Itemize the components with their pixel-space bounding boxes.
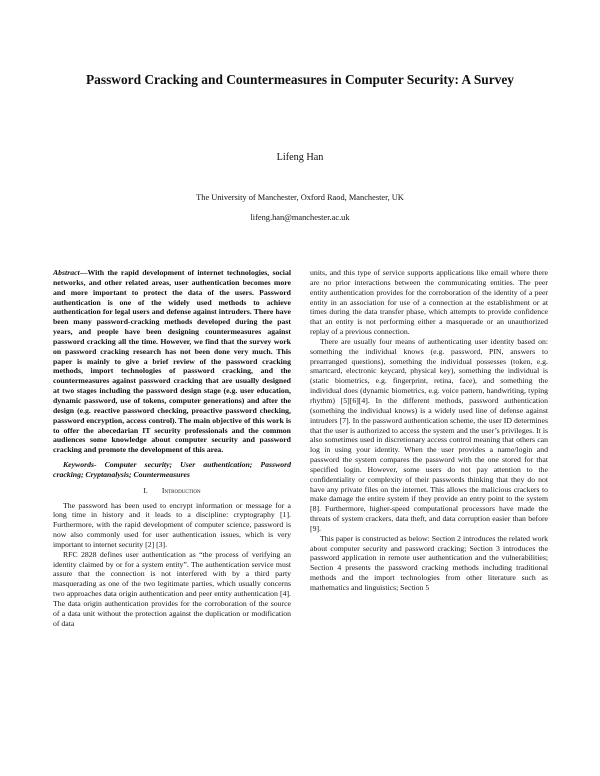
- author-affiliation: The University of Manchester, Oxford Raod, Manchester, UK: [196, 193, 404, 202]
- paragraph: There are usually four means of authenticating user identity based on: something the individual knows (e.g. password, PIN, answers to prearranged questions), something the individual possesses (token, e.g. smartcard, electronic keycard, physical key), something the individual is (static biometrics, e.g. fingerprint, retina, face), and something the individual does (dynamic biometrics, e.g. voice pattern, handwriting, typing rhythm) [5][6][4]. In the different methods, password authentication (something the individual knows) is a widely used line of defense against intruders [7]. In the password authentication scheme, the user ID determines that the user is authorized to access the system and the user’s privileges. It is also sometimes used in discretionary access control meaning that others can log in using your identity. When the user provides a name/login and password the system compares the password with the one stored for that specified login. However, some users do not pay attention to the confidentiality or complexity of their passwords thinking that they do not have any private files on the internet. This allows the malicious crackers to make damage the entire system if they provide an entry point to the system [8]. Furthermore, higher-speed computational processors have made the threats of system crackers, data theft, and data corruption easier than before [9].: [310, 336, 548, 533]
- paper-title: Password Cracking and Countermeasures in Computer Security: A Survey: [85, 72, 514, 87]
- left-column: [53, 268, 291, 762]
- section-name: Introduction: [161, 485, 201, 495]
- author-name: Lifeng Han: [276, 152, 324, 163]
- paragraph: The password has been used to encrypt information or message for a long time in history and it leads to a discipline: cryptography [1]. Furthermore, with the rapid development of computer science, password is now also commonly used for user authentication issues, which is very important to internet security [2] [3].: [53, 500, 291, 549]
- abstract-label: Abstract: [53, 268, 80, 277]
- abstract: [53, 268, 291, 455]
- author-email: lifeng.han@manchester.ac.uk: [250, 213, 350, 222]
- abstract-text: —With the rapid development of internet technologies, social networks, and other related areas, user authentication becomes more and more important to protect the data of the users. Password authentication is one of the widely used methods to achieve authentication for legal users and defense against intruders. There have been many password-cracking methods developed during the past years, and people have been designing countermeasures against password cracking all the time. However, we find that the survey work on password cracking research has not been done very much. This paper is mainly to give a brief review of the password cracking methods, import technologies of password cracking, and the countermeasures against password cracking that are usually designed at two stages including the password design stage (e.g. user education, dynamic password, use of tokens, computer generations) and after the design (e.g. reactive password checking, proactive password checking, password encryption, access control). The main objective of this work is to offer the abecedarian IT security professionals and the common audiences some knowledge about computer security and password cracking and promote the development of this area.: [53, 268, 291, 455]
- keywords: Keywords- Computer security; User authentication; Password cracking; Cryptanalysis; Countermeasures: [53, 460, 291, 479]
- paragraph: units, and this type of service supports applications like email where there are no prior interactions between the communicating entities. The peer entity authentication provides for the corroboration of the identity of a peer entity in an association for use of a connection at the establishment or at times during the data transfer phase, which attempts to provide confidence that an entity is not performing either a masquerade or an unauthorized replay of a previous connection.: [310, 268, 548, 337]
- paragraph: This paper is constructed as below: Section 2 introduces the related work about computer security and password cracking; Section 3 introduces the password application in remote user authentication and the vulnerabilities; Section 4 presents the password cracking methods including traditional methods and the import technologies from other literature such as mathematics and linguistics; Section 5: [310, 533, 548, 592]
- section-number: I.: [143, 485, 148, 495]
- paragraph: RFC 2828 defines user authentication as “the process of verifying an identity claimed by or for a system entity”. The authentication service must assure that the connection is not interfered with by a third party masquerading as one of the two legitimate parties, which usually concerns two approaches data origin authentication and peer entity authentication [4]. The data origin authentication provides for the corroboration of the source of a data unit without the protection against the duplication or modification of data: [53, 549, 291, 628]
- section-heading: [53, 486, 291, 496]
- right-column: [310, 268, 548, 762]
